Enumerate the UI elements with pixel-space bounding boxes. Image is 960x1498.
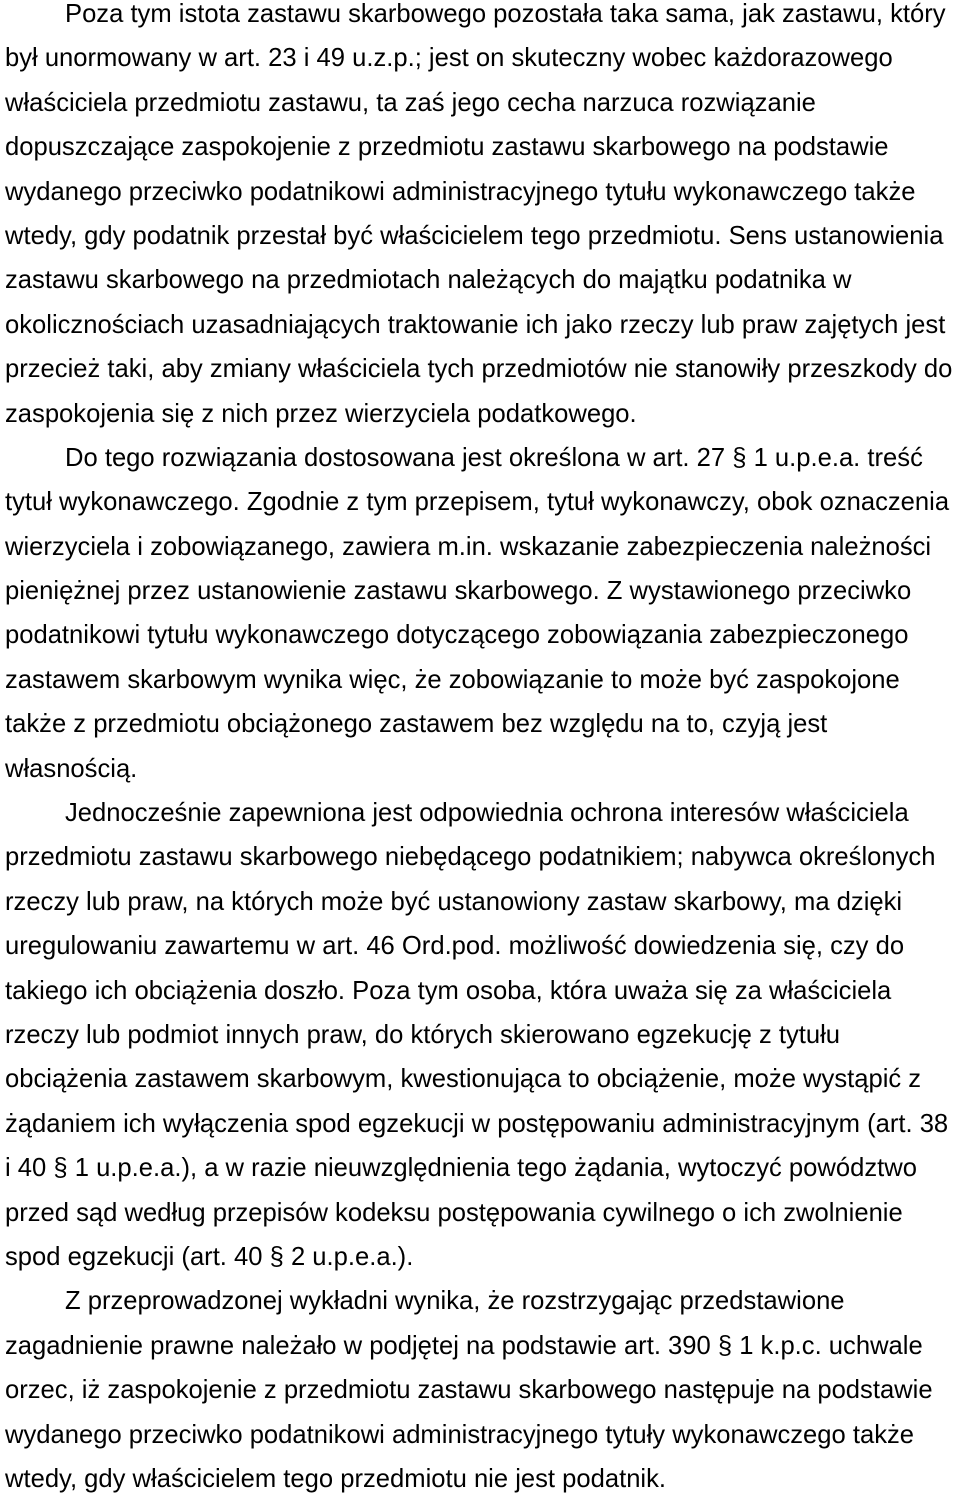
text-line: tytuł wykonawczego. Zgodnie z tym przepisem, tytuł wykonawczy, obok oznaczenia: [5, 488, 950, 517]
text-line: przed sąd według przepisów kodeksu postępowania cywilnego o ich zwolnienie: [5, 1198, 903, 1227]
text-line: i 40 § 1 u.p.e.a.), a w razie nieuwzględnienia tego żądania, wytoczyć powództwo: [5, 1154, 917, 1183]
text-line: uregulowaniu zawartemu w art. 46 Ord.pod. możliwość dowiedzenia się, czy do: [5, 932, 905, 961]
text-line: żądaniem ich wyłączenia spod egzekucji w postępowaniu administracyjnym (art. 38: [5, 1109, 949, 1138]
text-line: także z przedmiotu obciążonego zastawem bez względu na to, czyją jest: [5, 710, 828, 739]
text-line: dopuszczające zaspokojenie z przedmiotu zastawu skarbowego na podstawie: [5, 133, 889, 162]
text-line: wierzyciela i zobowiązanego, zawiera m.in. wskazanie zabezpieczenia należności: [5, 532, 932, 561]
text-line: był unormowany w art. 23 i 49 u.z.p.; jest on skuteczny wobec każdorazowego: [5, 44, 893, 73]
paragraph: [5, 797, 957, 1273]
text-line: orzec, iż zaspokojenie z przedmiotu zastawu skarbowego następuje na podstawie: [5, 1376, 933, 1405]
text-line: wydanego przeciwko podatnikowi administracyjnego tytułu wykonawczego także: [5, 177, 916, 206]
text-line: pieniężnej przez ustanowienie zastawu skarbowego. Z wystawionego przeciwko: [5, 577, 912, 606]
document-page: [5, 0, 957, 1495]
paragraph: [5, 442, 957, 785]
text-line: zagadnienie prawne należało w podjętej na podstawie art. 390 § 1 k.p.c. uchwale: [5, 1331, 923, 1360]
text-line: przedmiotu zastawu skarbowego niebędącego podatnikiem; nabywca określonych: [5, 843, 936, 872]
text-line: zaspokojenia się z nich przez wierzyciela podatkowego.: [5, 399, 637, 428]
text-line: właściciela przedmiotu zastawu, ta zaś jego cecha narzuca rozwiązanie: [5, 88, 816, 117]
text-line: rzeczy lub podmiot innych praw, do których skierowano egzekucję z tytułu: [5, 1020, 841, 1049]
text-line: takiego ich obciążenia doszło. Poza tym osoba, która uważa się za właściciela: [5, 976, 892, 1005]
text-line: wydanego przeciwko podatnikowi administracyjnego tytuły wykonawczego także: [5, 1420, 915, 1449]
text-line: podatnikowi tytułu wykonawczego dotyczącego zobowiązania zabezpieczonego: [5, 621, 909, 650]
text-line: obciążenia zastawem skarbowym, kwestionująca to obciążenie, może wystąpić z: [5, 1065, 922, 1094]
text-line: wtedy, gdy właścicielem tego przedmiotu nie jest podatnik.: [5, 1464, 667, 1493]
text-line: okolicznościach uzasadniających traktowanie ich jako rzeczy lub praw zajętych jest: [5, 310, 946, 339]
text-line: Do tego rozwiązania dostosowana jest określona w art. 27 § 1 u.p.e.a. treść: [65, 443, 923, 472]
text-line: wtedy, gdy podatnik przestał być właścicielem tego przedmiotu. Sens ustanowienia: [5, 221, 944, 250]
text-line: Poza tym istota zastawu skarbowego pozostała taka sama, jak zastawu, który: [65, 0, 946, 28]
text-line: Jednocześnie zapewniona jest odpowiednia ochrona interesów właściciela: [65, 799, 909, 828]
paragraph: [5, 1285, 957, 1495]
paragraph: [5, 0, 957, 430]
text-line: Z przeprowadzonej wykładni wynika, że rozstrzygając przedstawione: [65, 1287, 845, 1316]
text-line: przecież taki, aby zmiany właściciela tych przedmiotów nie stanowiły przeszkody do: [5, 355, 953, 384]
text-line: spod egzekucji (art. 40 § 2 u.p.e.a.).: [5, 1242, 414, 1271]
text-line: zastawu skarbowego na przedmiotach należących do majątku podatnika w: [5, 266, 852, 295]
text-line: własnością.: [5, 754, 138, 783]
text-line: rzeczy lub praw, na których może być ustanowiony zastaw skarbowy, ma dzięki: [5, 887, 903, 916]
text-line: zastawem skarbowym wynika więc, że zobowiązanie to może być zaspokojone: [5, 665, 900, 694]
